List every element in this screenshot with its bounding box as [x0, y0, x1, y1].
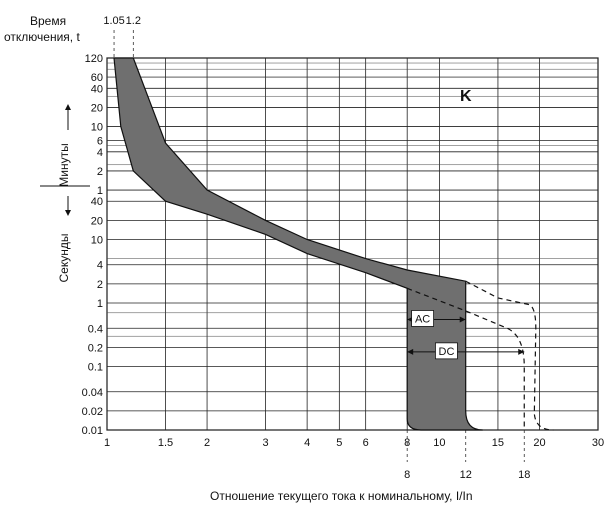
- x-axis-title: Отношение текущего тока к номинальному, I/In: [210, 489, 473, 503]
- bottom-marker-label: 8: [404, 469, 411, 481]
- y-tick-label-minutes: 1: [96, 185, 103, 198]
- y-tick-label-seconds: 20: [90, 215, 103, 228]
- minutes-side-label: Минуты: [57, 143, 71, 187]
- y-tick-label-minutes: 2: [96, 165, 103, 178]
- ac-trip-band: [114, 58, 483, 430]
- top-marker-label: 1.2: [125, 15, 141, 27]
- y-tick-label-seconds: 10: [90, 234, 103, 247]
- trip-band: [114, 58, 553, 430]
- x-tick-label: 2: [204, 437, 211, 449]
- plot-frame: [107, 58, 598, 430]
- ac-label: AC: [414, 313, 431, 326]
- x-tick-label: 3: [262, 437, 269, 449]
- x-tick-label: 1.5: [157, 437, 174, 449]
- y-tick-label-seconds: 0.4: [87, 323, 103, 336]
- y-tick-label-minutes: 120: [84, 53, 103, 65]
- y-tick-label-minutes: 40: [90, 83, 103, 96]
- x-tick-label: 8: [404, 437, 411, 449]
- top-marker-label: 1.05: [103, 15, 125, 27]
- x-tick-label: 1: [103, 437, 111, 449]
- minutes-arrow-head: [65, 104, 71, 110]
- y-axis-title-line2: отключения, t: [4, 30, 80, 44]
- curve-type-label: K: [460, 88, 472, 105]
- dc-label: DC: [438, 345, 455, 358]
- y-tick-label-seconds: 0.04: [81, 386, 103, 399]
- y-tick-label-minutes: 4: [96, 146, 103, 159]
- y-tick-label-seconds: 1: [96, 297, 103, 310]
- y-axis-title-line1: Время: [30, 14, 67, 28]
- x-tick-label: 4: [304, 437, 311, 449]
- x-tick-label: 20: [533, 437, 546, 449]
- seconds-arrow-head: [65, 210, 71, 216]
- x-tick-label: 6: [362, 437, 369, 449]
- y-tick-label-seconds: 4: [96, 259, 103, 272]
- y-tick-label-minutes: 10: [90, 121, 103, 134]
- y-tick-label-seconds: 0.02: [81, 405, 103, 418]
- bottom-marker-label: 12: [459, 469, 472, 481]
- y-tick-label-minutes: 6: [96, 135, 103, 148]
- y-tick-label-seconds: 2: [96, 278, 103, 291]
- x-tick-label: 30: [591, 437, 605, 449]
- y-tick-label-minutes: 60: [90, 72, 103, 85]
- y-tick-label-seconds: 0.1: [87, 361, 103, 374]
- y-tick-label-seconds: 0.2: [87, 342, 103, 355]
- x-tick-label: 10: [433, 437, 446, 449]
- seconds-side-label: Секунды: [57, 233, 71, 283]
- dc-upper-dashed-curve: [466, 281, 554, 430]
- y-tick-label-minutes: 20: [90, 102, 103, 115]
- x-tick-label: 15: [491, 437, 505, 449]
- y-tick-label-seconds: 40: [90, 196, 103, 209]
- x-tick-label: 5: [336, 437, 343, 449]
- bottom-marker-label: 18: [518, 469, 531, 481]
- y-tick-label-seconds: 0.01: [81, 425, 103, 437]
